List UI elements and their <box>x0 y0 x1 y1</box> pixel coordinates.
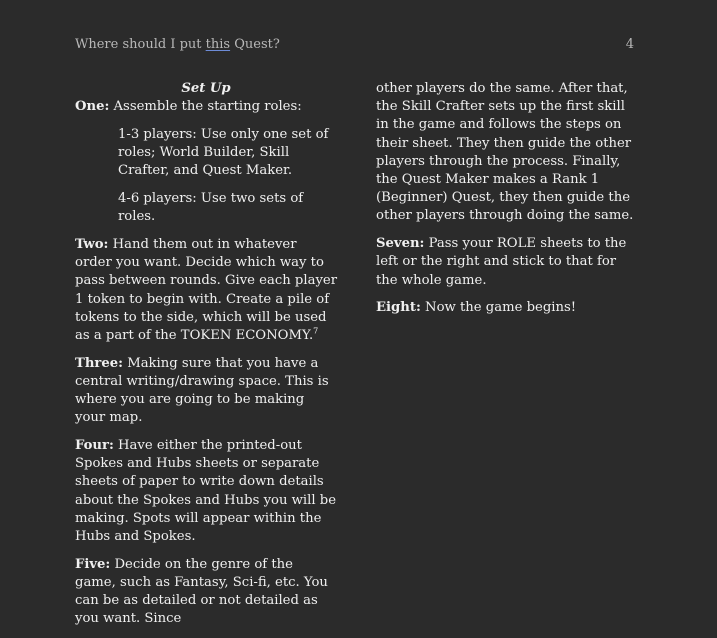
step-text: Assemble the starting roles: <box>109 99 302 115</box>
step-two <box>75 236 337 345</box>
step-text: Making sure that you have a central writing/drawing space. This is where you are going to be making your map. <box>75 355 329 426</box>
step-one-option-small: 1-3 players: Use only one set of roles; World Builder, Skill Crafter, and Quest Maker. <box>118 126 329 179</box>
step-label: Two: <box>75 236 109 252</box>
step-label: Five: <box>75 556 111 572</box>
step-label: Seven: <box>376 236 425 252</box>
left-column <box>75 80 337 638</box>
step-text: Have either the printed-out Spokes and Hubs sheets or separate sheets of paper to write down details about the Spokes and Hubs you will be making. Spots will appear within the Hubs and Spokes. <box>75 437 337 544</box>
step-five <box>75 556 337 629</box>
step-label: Eight: <box>376 300 421 316</box>
header-title-part: Quest? <box>230 37 280 52</box>
header-title-part: Where should I put <box>75 37 206 52</box>
step-six-continued: other players do the same. After that, the Skill Crafter sets up the first skill in the game and follows the steps on their sheet. They then guide the other players through the process. Finally, the Quest Maker makes a Rank 1 (Beginner) Quest, they then guide the other players through doing the same. <box>376 81 634 224</box>
step-text: Now the game begins! <box>420 300 577 316</box>
section-heading: Set Up <box>181 81 231 96</box>
footnote-marker[interactable]: 7 <box>313 326 319 336</box>
step-three <box>75 355 337 428</box>
step-label: Four: <box>75 437 114 453</box>
right-column <box>376 80 638 327</box>
step-label: Three: <box>75 355 123 371</box>
page-number: 4 <box>625 37 634 52</box>
step-text: Decide on the genre of the game, such as Fantasy, Sci-fi, etc. You can be as detailed or not detailed as you want. Since <box>75 556 328 627</box>
spellcheck-underlined-word[interactable]: this <box>205 37 231 52</box>
step-four <box>75 437 337 546</box>
step-label: One: <box>75 99 110 115</box>
page-header <box>75 37 634 57</box>
step-one-option-large: 4-6 players: Use two sets of roles. <box>118 191 304 225</box>
step-eight <box>376 299 638 317</box>
step-seven <box>376 235 638 290</box>
step-one <box>75 98 337 116</box>
step-text: Pass your ROLE sheets to the left or the right and stick to that for the whole game. <box>376 236 627 288</box>
step-text: Hand them out in whatever order you want. Decide which way to pass between rounds. Give each player 1 token to begin with. Create a pile of tokens to the side, which will be used as a part of the TOKEN ECONOMY. <box>75 236 337 343</box>
header-title <box>75 37 280 52</box>
